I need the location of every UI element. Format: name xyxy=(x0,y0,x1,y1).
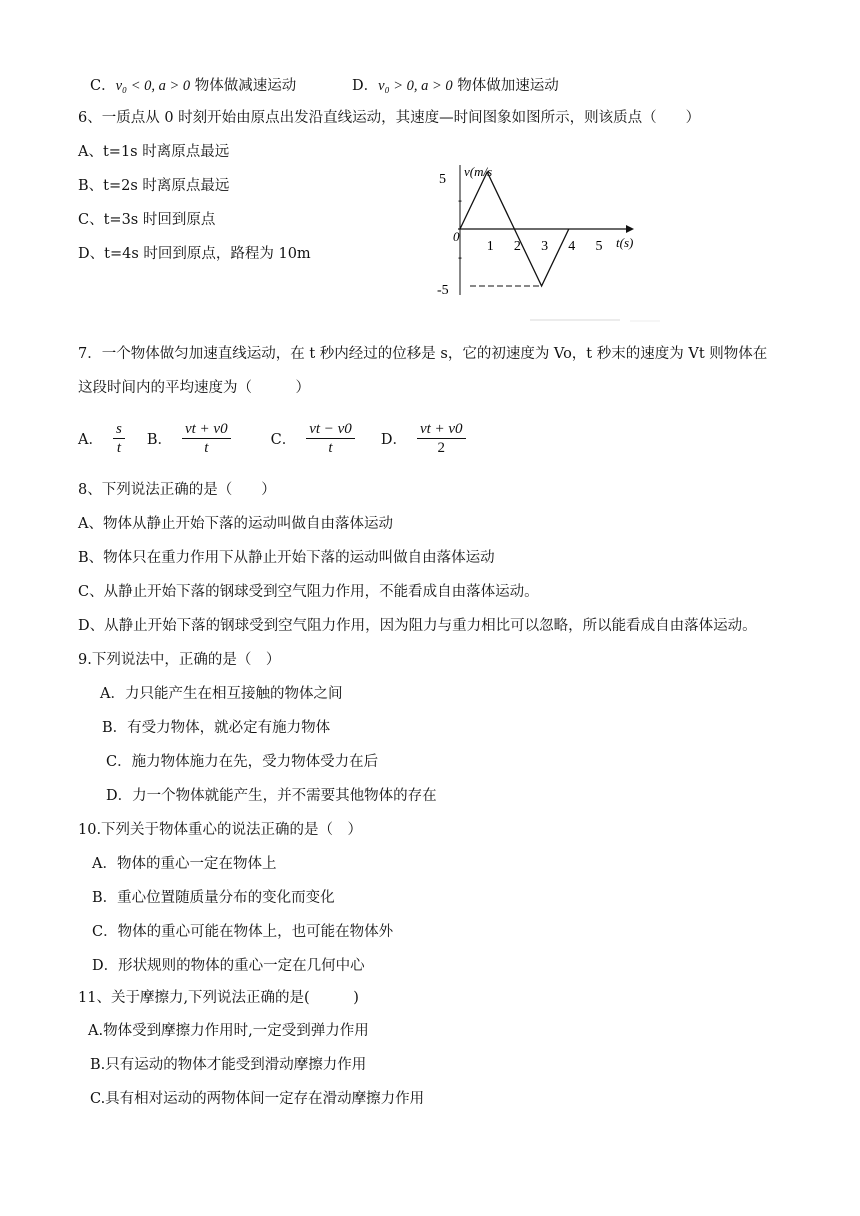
q8-option-c: C、从静止开始下落的钢球受到空气阻力作用，不能看成自由落体运动。 xyxy=(78,584,539,600)
q5-option-d-condition: v₀ > 0, a > 0 xyxy=(378,78,453,94)
q10-option-a: A．物体的重心一定在物体上 xyxy=(92,856,277,872)
origin-label: 0 xyxy=(453,229,460,244)
x-tick-label-1: 1 xyxy=(486,239,494,254)
q7-stem-line2: 这段时间内的平均速度为（ ） xyxy=(78,380,310,396)
q7-option-d-denominator: 2 xyxy=(437,440,445,456)
q8-stem: 8、下列说法正确的是（ ） xyxy=(78,482,276,498)
q6-option-b: B、t=2s 时离原点最远 xyxy=(78,178,230,194)
q10-option-d: D．形状规则的物体的重心一定在几何中心 xyxy=(92,958,365,974)
q7-option-b-numerator: vt + v0 xyxy=(182,420,231,439)
x-axis-label: t(s) xyxy=(616,235,634,250)
q7-option-c-numerator: vt − v0 xyxy=(306,420,355,439)
y-tick-label-bottom: -5 xyxy=(437,283,449,298)
x-tick-label-4: 4 xyxy=(568,239,576,254)
q7-options xyxy=(78,420,470,457)
q5-option-d: D．v₀ > 0, a > 0 物体做加速运动 xyxy=(352,78,559,94)
y-tick-mark-upper: - xyxy=(458,193,462,207)
q5-option-c: C．v₀ < 0, a > 0 物体做减速运动 xyxy=(90,78,297,94)
q7-option-b-denominator: t xyxy=(204,440,209,456)
q7-option-c-fraction xyxy=(306,420,355,457)
q6-option-c: C、t=3s 时回到原点 xyxy=(78,212,216,228)
q9-option-d: D．力一个物体就能产生，并不需要其他物体的存在 xyxy=(106,788,437,804)
q9-option-a: A．力只能产生在相互接触的物体之间 xyxy=(100,686,343,702)
x-tick-label-3: 3 xyxy=(541,239,549,254)
q10-option-c: C．物体的重心可能在物体上，也可能在物体外 xyxy=(92,924,394,940)
x-tick-label-2: 2 xyxy=(513,239,521,254)
q7-option-a-numerator: s xyxy=(113,420,125,439)
y-tick-mark-lower: - xyxy=(458,250,462,264)
x-tick-labels xyxy=(487,239,603,254)
q10-stem: 10.下列关于物体重心的说法正确的是（ ） xyxy=(78,822,363,838)
y-axis-label: v(m/s xyxy=(464,164,493,179)
q6-stem: 6、一质点从 0 时刻开始由原点出发沿直线运动，其速度—时间图象如图所示，则该质点（ ） xyxy=(78,110,701,126)
q6-option-d: D、t=4s 时回到原点，路程为 10m xyxy=(78,246,311,262)
q7-stem-line1: 7．一个物体做匀加速直线运动，在 t 秒内经过的位移是 s，它的初速度为 Vo，t 秒末的速度为 Vt 则物体在 xyxy=(78,346,768,362)
q11-option-c: C.具有相对运动的两物体间一定存在滑动摩擦力作用 xyxy=(90,1091,425,1107)
q11-stem: 11、关于摩擦力,下列说法正确的是( ) xyxy=(78,990,359,1006)
q7-option-c-denominator: t xyxy=(328,440,333,456)
q7-option-d-numerator: vt + v0 xyxy=(417,420,466,439)
q8-option-a: A、物体从静止开始下落的运动叫做自由落体运动 xyxy=(78,516,393,532)
x-tick-label-5: 5 xyxy=(595,239,603,254)
q9-option-b: B．有受力物体，就必定有施力物体 xyxy=(102,720,331,736)
q11-option-b: B.只有运动的物体才能受到滑动摩擦力作用 xyxy=(90,1057,367,1073)
q5-option-c-condition: v₀ < 0, a > 0 xyxy=(115,78,191,94)
q7-option-a-denominator: t xyxy=(116,440,121,456)
q11-option-a: A.物体受到摩擦力作用时,一定受到弹力作用 xyxy=(88,1023,369,1039)
q7-option-d-label: D． xyxy=(380,432,407,448)
q9-option-c: C．施力物体施力在先，受力物体受力在后 xyxy=(106,754,379,770)
q7-option-d-fraction xyxy=(417,420,466,457)
q9-stem: 9.下列说法中，正确的是（ ） xyxy=(78,652,281,668)
q8-option-d: D、从静止开始下落的钢球受到空气阻力作用，因为阻力与重力相比可以忽略，所以能看成自由落体运动。 xyxy=(78,618,757,634)
y-tick-label-top: 5 xyxy=(439,172,446,187)
q7-option-b-label: B． xyxy=(146,432,172,448)
q6-option-a: A、t=1s 时离原点最远 xyxy=(78,144,230,160)
q7-option-c-label: C． xyxy=(270,432,297,448)
q7-option-a-fraction xyxy=(113,420,125,457)
x-axis-arrow xyxy=(626,225,634,233)
q7-option-a-label: A． xyxy=(78,432,103,448)
q8-option-b: B、物体只在重力作用下从静止开始下落的运动叫做自由落体运动 xyxy=(78,550,495,566)
q7-option-b-fraction xyxy=(182,420,231,457)
q10-option-b: B．重心位置随质量分布的变化而变化 xyxy=(92,890,335,906)
velocity-time-graph xyxy=(420,155,660,325)
